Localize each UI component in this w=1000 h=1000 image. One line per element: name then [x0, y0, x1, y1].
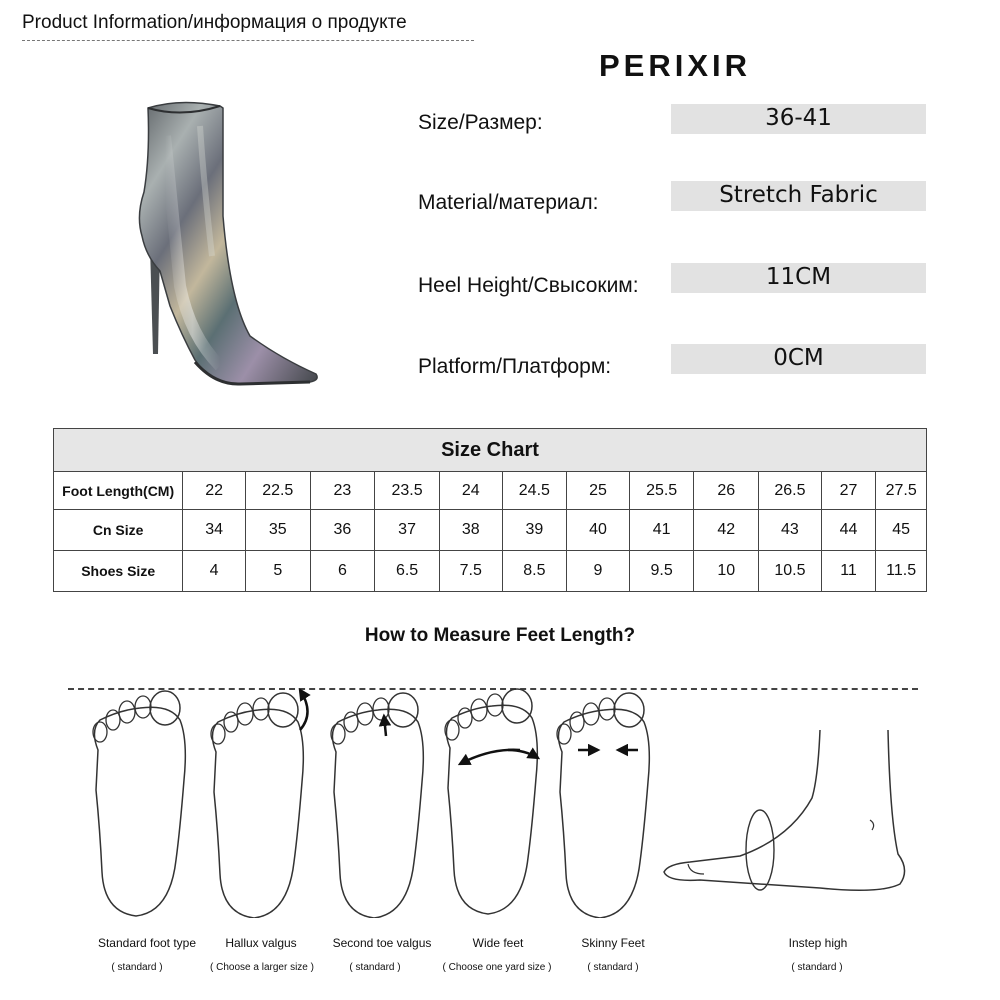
table-cell: 4: [183, 551, 246, 592]
holographic-ankle-boot-image: [120, 96, 340, 408]
foot-note: ( standard ): [587, 962, 639, 973]
table-cell: 26.5: [759, 472, 822, 510]
row-label: Shoes Size: [54, 551, 183, 592]
spec-material-label: Material/материал:: [418, 191, 599, 214]
cn-size-row: [54, 510, 927, 551]
table-cell: 11.5: [876, 551, 927, 592]
table-cell: 22.5: [245, 472, 310, 510]
table-cell: 25: [567, 472, 630, 510]
foot-label: Standard foot type: [97, 936, 197, 950]
wide-right-arrow-icon: [508, 750, 538, 758]
table-cell: 9: [567, 551, 630, 592]
table-cell: 5: [245, 551, 310, 592]
table-cell: 27.5: [876, 472, 927, 510]
shoes-size-row: [54, 551, 927, 592]
table-cell: 27: [821, 472, 876, 510]
table-cell: 34: [183, 510, 246, 551]
foot-note: ( standard ): [349, 962, 401, 973]
spec-platform-label: Platform/Платформ:: [418, 355, 612, 378]
table-cell: 8.5: [502, 551, 567, 592]
table-cell: 24: [439, 472, 502, 510]
spec-material-value: Stretch Fabric: [671, 181, 926, 211]
table-cell: 45: [876, 510, 927, 551]
table-cell: 38: [439, 510, 502, 551]
table-cell: 9.5: [629, 551, 694, 592]
table-cell: 23: [310, 472, 375, 510]
table-cell: 10.5: [759, 551, 822, 592]
foot-note: ( Choose one yard size ): [442, 962, 552, 973]
table-cell: 44: [821, 510, 876, 551]
second-toe-arrow-icon: [384, 716, 386, 736]
foot-label: Hallux valgus: [225, 936, 297, 950]
foot-label: Second toe valgus: [332, 936, 432, 950]
foot-label: Skinny Feet: [581, 936, 645, 950]
table-cell: 24.5: [502, 472, 567, 510]
table-cell: 6.5: [375, 551, 440, 592]
table-cell: 6: [310, 551, 375, 592]
table-cell: 43: [759, 510, 822, 551]
foot-label: Instep high: [788, 936, 848, 950]
spec-size-label: Size/Размер:: [418, 111, 543, 134]
foot-label: Wide feet: [472, 936, 524, 950]
table-cell: 42: [694, 510, 759, 551]
foot-note: ( standard ): [791, 962, 843, 973]
wide-foot-icon: [445, 689, 537, 914]
page-title: Product Information/информация о продукте: [22, 12, 407, 33]
size-chart-table: [53, 428, 927, 592]
table-cell: 11: [821, 551, 876, 592]
spec-heel-height-value: 11CM: [671, 263, 926, 293]
table-cell: 10: [694, 551, 759, 592]
foot-note: ( Choose a larger size ): [210, 962, 314, 973]
title-underline: [22, 40, 474, 41]
table-cell: 26: [694, 472, 759, 510]
spec-heel-height-label: Heel Height/Свысоким:: [418, 274, 639, 297]
table-cell: 37: [375, 510, 440, 551]
row-label: Foot Length(CM): [54, 472, 183, 510]
hallux-arrow-icon: [300, 690, 308, 730]
brand-name: PERIXIR: [598, 48, 752, 83]
table-cell: 7.5: [439, 551, 502, 592]
measure-title: How to Measure Feet Length?: [364, 625, 636, 646]
second-toe-valgus-foot-icon: [331, 693, 423, 918]
standard-foot-icon: [93, 691, 185, 916]
hallux-valgus-foot-icon: [211, 693, 303, 918]
table-cell: 39: [502, 510, 567, 551]
table-cell: 25.5: [629, 472, 694, 510]
table-cell: 35: [245, 510, 310, 551]
foot-note: ( standard ): [111, 962, 163, 973]
spec-size-value: 36-41: [671, 104, 926, 134]
spec-platform-value: 0CM: [671, 344, 926, 374]
size-chart-title: Size Chart: [54, 429, 927, 472]
table-cell: 41: [629, 510, 694, 551]
table-cell: 23.5: [375, 472, 440, 510]
row-label: Cn Size: [54, 510, 183, 551]
skinny-foot-icon: [557, 693, 649, 918]
instep-high-foot-icon: [664, 730, 905, 890]
table-cell: 40: [567, 510, 630, 551]
feet-diagram: [0, 678, 1000, 918]
table-cell: 22: [183, 472, 246, 510]
foot-length-row: [54, 472, 927, 510]
wide-left-arrow-icon: [460, 750, 520, 764]
table-cell: 36: [310, 510, 375, 551]
